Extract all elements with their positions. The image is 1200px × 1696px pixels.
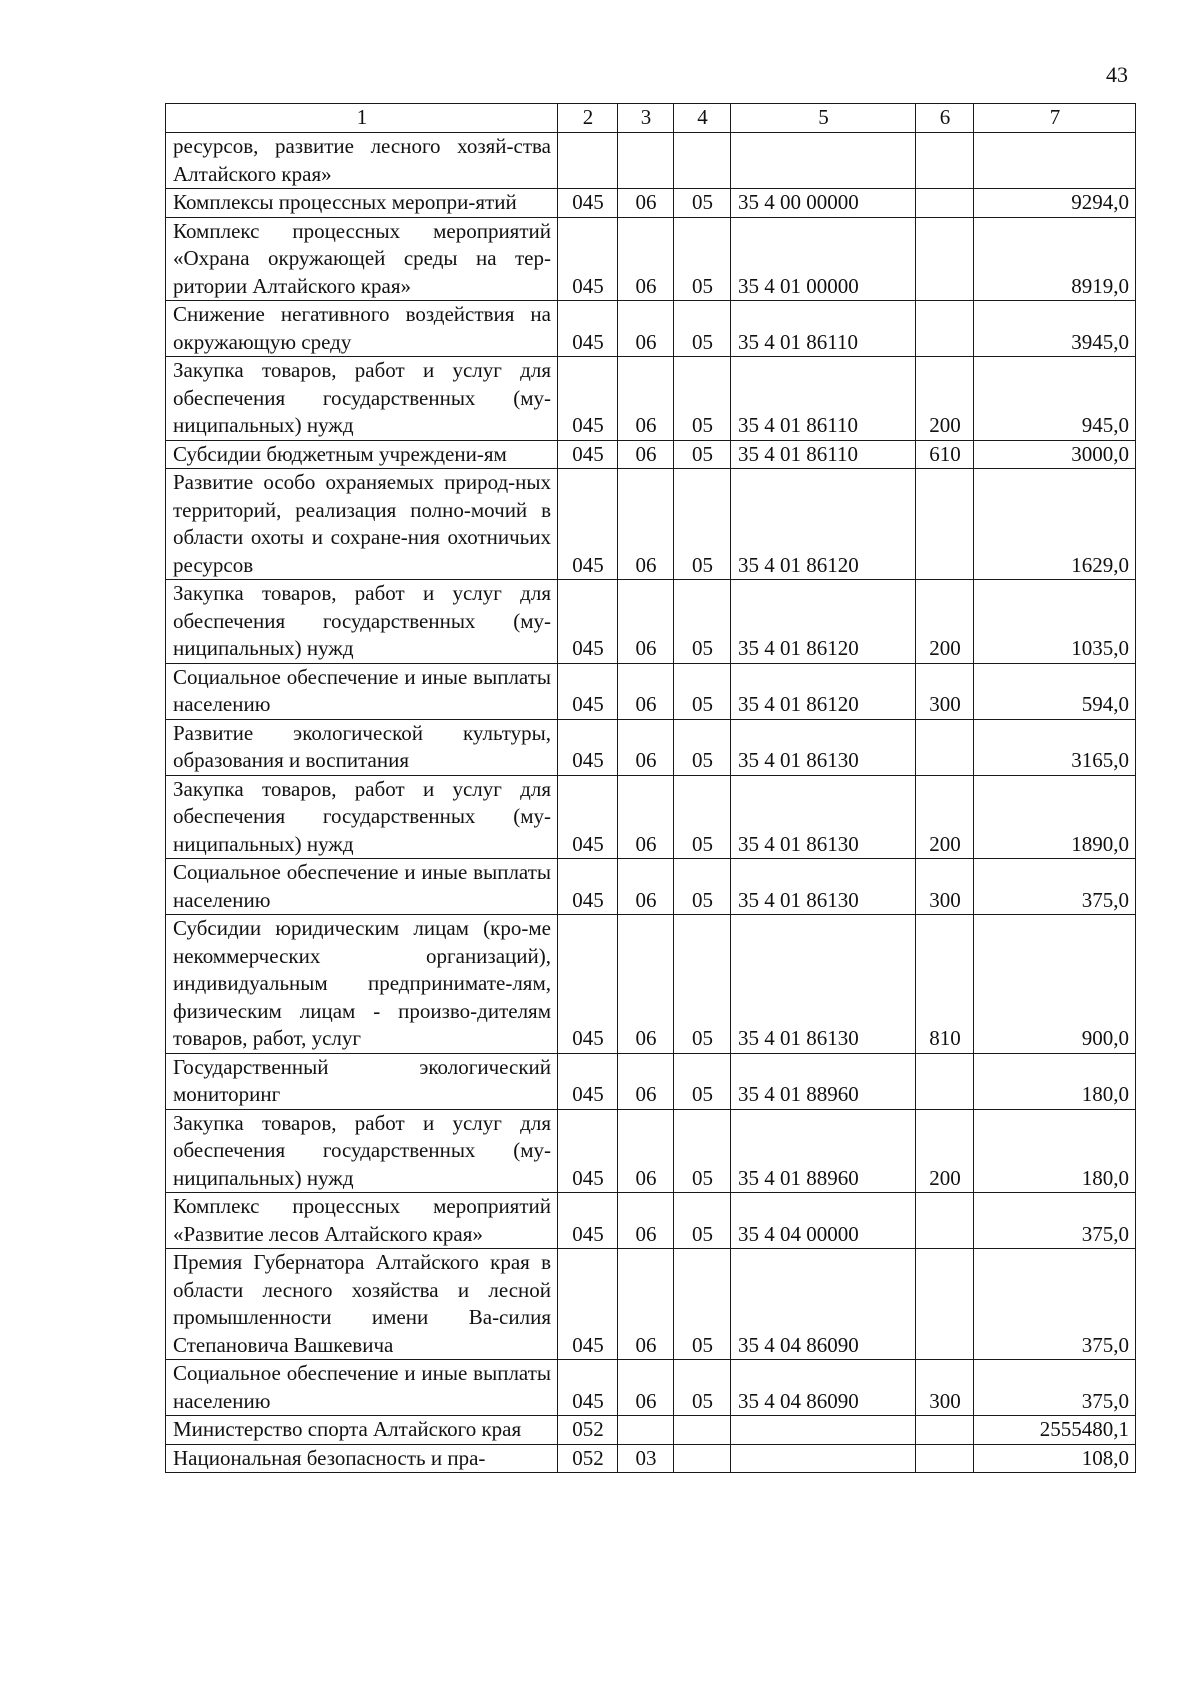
cell-vr: 200 xyxy=(916,1109,974,1193)
cell-sum: 3000,0 xyxy=(974,440,1136,469)
cell-ved: 045 xyxy=(558,859,618,915)
cell-sum: 1035,0 xyxy=(974,580,1136,664)
cell-vr xyxy=(916,1249,974,1360)
cell-name: Снижение негативного воздействия на окружающую среду xyxy=(166,301,558,357)
cell-ved: 045 xyxy=(558,217,618,301)
cell-csr: 35 4 01 86130 xyxy=(731,859,916,915)
cell-csr: 35 4 01 86130 xyxy=(731,719,916,775)
cell-name: Социальное обеспечение и иные выплаты населению xyxy=(166,1360,558,1416)
cell-rz: 06 xyxy=(618,357,674,441)
cell-csr: 35 4 04 86090 xyxy=(731,1360,916,1416)
cell-sum: 945,0 xyxy=(974,357,1136,441)
cell-csr: 35 4 01 86120 xyxy=(731,469,916,580)
table-row xyxy=(166,1249,1136,1360)
cell-csr: 35 4 01 86110 xyxy=(731,440,916,469)
cell-ved: 052 xyxy=(558,1444,618,1473)
cell-sum: 180,0 xyxy=(974,1109,1136,1193)
cell-pr: 05 xyxy=(674,1249,731,1360)
cell-name: Субсидии юридическим лицам (кро-ме некоммерческих организаций), индивидуальным предпринимате-лям, физическим лицам - произво-дителям товаров, работ, услуг xyxy=(166,915,558,1054)
table-row xyxy=(166,580,1136,664)
cell-ved: 052 xyxy=(558,1416,618,1445)
cell-rz xyxy=(618,133,674,189)
header-col-7: 7 xyxy=(974,104,1136,133)
cell-csr: 35 4 04 00000 xyxy=(731,1193,916,1249)
table-row xyxy=(166,1193,1136,1249)
cell-pr xyxy=(674,1444,731,1473)
cell-sum: 594,0 xyxy=(974,663,1136,719)
cell-rz: 06 xyxy=(618,663,674,719)
header-col-6: 6 xyxy=(916,104,974,133)
cell-ved: 045 xyxy=(558,1109,618,1193)
header-col-4: 4 xyxy=(674,104,731,133)
cell-name: Закупка товаров, работ и услуг для обеспечения государственных (му-ниципальных) нужд xyxy=(166,580,558,664)
cell-rz: 06 xyxy=(618,775,674,859)
cell-pr xyxy=(674,133,731,189)
cell-csr: 35 4 01 86130 xyxy=(731,915,916,1054)
cell-vr xyxy=(916,1444,974,1473)
cell-sum: 900,0 xyxy=(974,915,1136,1054)
cell-vr: 810 xyxy=(916,915,974,1054)
table-row xyxy=(166,217,1136,301)
cell-sum: 2555480,1 xyxy=(974,1416,1136,1445)
cell-rz: 06 xyxy=(618,440,674,469)
cell-pr: 05 xyxy=(674,663,731,719)
cell-ved: 045 xyxy=(558,1053,618,1109)
cell-name: Субсидии бюджетным учреждени-ям xyxy=(166,440,558,469)
cell-sum: 375,0 xyxy=(974,1249,1136,1360)
cell-csr: 35 4 00 00000 xyxy=(731,189,916,218)
cell-rz: 06 xyxy=(618,469,674,580)
table-row xyxy=(166,1444,1136,1473)
cell-name: Премия Губернатора Алтайского края в области лесного хозяйства и лесной промышленности имени Ва-силия Степановича Вашкевича xyxy=(166,1249,558,1360)
cell-pr: 05 xyxy=(674,915,731,1054)
cell-rz: 06 xyxy=(618,189,674,218)
cell-csr: 35 4 01 00000 xyxy=(731,217,916,301)
cell-rz: 06 xyxy=(618,719,674,775)
cell-pr: 05 xyxy=(674,469,731,580)
cell-vr xyxy=(916,719,974,775)
cell-name: Закупка товаров, работ и услуг для обеспечения государственных (му-ниципальных) нужд xyxy=(166,775,558,859)
cell-sum: 108,0 xyxy=(974,1444,1136,1473)
cell-name: Социальное обеспечение и иные выплаты населению xyxy=(166,663,558,719)
table-body xyxy=(166,133,1136,1473)
cell-ved: 045 xyxy=(558,580,618,664)
cell-sum: 375,0 xyxy=(974,859,1136,915)
cell-sum: 9294,0 xyxy=(974,189,1136,218)
cell-vr xyxy=(916,133,974,189)
cell-ved xyxy=(558,133,618,189)
cell-ved: 045 xyxy=(558,663,618,719)
cell-sum: 3165,0 xyxy=(974,719,1136,775)
cell-pr xyxy=(674,1416,731,1445)
page-number: 43 xyxy=(1106,62,1128,87)
cell-ved: 045 xyxy=(558,469,618,580)
cell-sum: 1629,0 xyxy=(974,469,1136,580)
cell-csr: 35 4 01 86120 xyxy=(731,580,916,664)
table-row xyxy=(166,663,1136,719)
cell-name: Социальное обеспечение и иные выплаты населению xyxy=(166,859,558,915)
cell-csr: 35 4 01 86110 xyxy=(731,357,916,441)
cell-pr: 05 xyxy=(674,775,731,859)
cell-name: Комплекс процессных мероприятий «Охрана окружающей среды на тер-ритории Алтайского края» xyxy=(166,217,558,301)
cell-vr xyxy=(916,301,974,357)
cell-vr: 200 xyxy=(916,357,974,441)
cell-name: Государственный экологический мониторинг xyxy=(166,1053,558,1109)
cell-rz: 06 xyxy=(618,1193,674,1249)
table-row xyxy=(166,301,1136,357)
cell-rz xyxy=(618,1416,674,1445)
cell-vr xyxy=(916,1416,974,1445)
table-row xyxy=(166,133,1136,189)
budget-table xyxy=(165,103,1136,1473)
table-row xyxy=(166,1053,1136,1109)
cell-vr: 300 xyxy=(916,1360,974,1416)
cell-name: Развитие особо охраняемых природ-ных территорий, реализация полно-мочий в области охоты и сохране-ния охотничьих ресурсов xyxy=(166,469,558,580)
cell-pr: 05 xyxy=(674,440,731,469)
cell-name: Министерство спорта Алтайского края xyxy=(166,1416,558,1445)
cell-csr: 35 4 01 88960 xyxy=(731,1109,916,1193)
table-row xyxy=(166,859,1136,915)
cell-rz: 06 xyxy=(618,1360,674,1416)
cell-sum: 375,0 xyxy=(974,1360,1136,1416)
header-row xyxy=(166,104,1136,133)
cell-name: Развитие экологической культуры, образования и воспитания xyxy=(166,719,558,775)
table-row xyxy=(166,357,1136,441)
cell-ved: 045 xyxy=(558,1193,618,1249)
cell-ved: 045 xyxy=(558,719,618,775)
table-row xyxy=(166,469,1136,580)
table-row xyxy=(166,775,1136,859)
cell-ved: 045 xyxy=(558,1360,618,1416)
cell-ved: 045 xyxy=(558,1249,618,1360)
cell-vr: 300 xyxy=(916,663,974,719)
cell-name: Национальная безопасность и пра- xyxy=(166,1444,558,1473)
cell-csr xyxy=(731,1444,916,1473)
cell-csr: 35 4 04 86090 xyxy=(731,1249,916,1360)
cell-ved: 045 xyxy=(558,357,618,441)
cell-pr: 05 xyxy=(674,301,731,357)
cell-pr: 05 xyxy=(674,217,731,301)
cell-name: ресурсов, развитие лесного хозяй-ства Алтайского края» xyxy=(166,133,558,189)
table-row xyxy=(166,1360,1136,1416)
cell-vr xyxy=(916,217,974,301)
cell-csr xyxy=(731,1416,916,1445)
cell-ved: 045 xyxy=(558,915,618,1054)
cell-pr: 05 xyxy=(674,1053,731,1109)
cell-name: Закупка товаров, работ и услуг для обеспечения государственных (му-ниципальных) нужд xyxy=(166,1109,558,1193)
table-row xyxy=(166,915,1136,1054)
cell-rz: 06 xyxy=(618,915,674,1054)
cell-sum: 3945,0 xyxy=(974,301,1136,357)
table-row xyxy=(166,1416,1136,1445)
header-col-3: 3 xyxy=(618,104,674,133)
cell-pr: 05 xyxy=(674,580,731,664)
cell-rz: 06 xyxy=(618,301,674,357)
cell-sum: 180,0 xyxy=(974,1053,1136,1109)
cell-csr xyxy=(731,133,916,189)
table-row xyxy=(166,440,1136,469)
cell-pr: 05 xyxy=(674,189,731,218)
cell-vr xyxy=(916,1193,974,1249)
cell-name: Комплексы процессных меропри-ятий xyxy=(166,189,558,218)
cell-pr: 05 xyxy=(674,1109,731,1193)
cell-vr: 200 xyxy=(916,775,974,859)
cell-pr: 05 xyxy=(674,357,731,441)
cell-vr: 610 xyxy=(916,440,974,469)
cell-csr: 35 4 01 86120 xyxy=(731,663,916,719)
cell-rz: 06 xyxy=(618,580,674,664)
cell-rz: 06 xyxy=(618,1249,674,1360)
cell-vr: 300 xyxy=(916,859,974,915)
cell-csr: 35 4 01 86130 xyxy=(731,775,916,859)
cell-name: Комплекс процессных мероприятий «Развитие лесов Алтайского края» xyxy=(166,1193,558,1249)
cell-vr xyxy=(916,189,974,218)
cell-sum: 375,0 xyxy=(974,1193,1136,1249)
cell-vr xyxy=(916,1053,974,1109)
cell-ved: 045 xyxy=(558,189,618,218)
table-row xyxy=(166,1109,1136,1193)
cell-vr xyxy=(916,469,974,580)
cell-csr: 35 4 01 88960 xyxy=(731,1053,916,1109)
cell-ved: 045 xyxy=(558,440,618,469)
cell-sum: 1890,0 xyxy=(974,775,1136,859)
cell-pr: 05 xyxy=(674,1360,731,1416)
table-row xyxy=(166,719,1136,775)
table-row xyxy=(166,189,1136,218)
header-col-2: 2 xyxy=(558,104,618,133)
cell-rz: 06 xyxy=(618,1109,674,1193)
cell-rz: 03 xyxy=(618,1444,674,1473)
cell-sum xyxy=(974,133,1136,189)
cell-name: Закупка товаров, работ и услуг для обеспечения государственных (му-ниципальных) нужд xyxy=(166,357,558,441)
cell-pr: 05 xyxy=(674,719,731,775)
cell-pr: 05 xyxy=(674,1193,731,1249)
cell-sum: 8919,0 xyxy=(974,217,1136,301)
cell-csr: 35 4 01 86110 xyxy=(731,301,916,357)
header-col-1: 1 xyxy=(166,104,558,133)
cell-pr: 05 xyxy=(674,859,731,915)
cell-ved: 045 xyxy=(558,775,618,859)
cell-rz: 06 xyxy=(618,859,674,915)
header-col-5: 5 xyxy=(731,104,916,133)
cell-vr: 200 xyxy=(916,580,974,664)
cell-ved: 045 xyxy=(558,301,618,357)
cell-rz: 06 xyxy=(618,217,674,301)
cell-rz: 06 xyxy=(618,1053,674,1109)
